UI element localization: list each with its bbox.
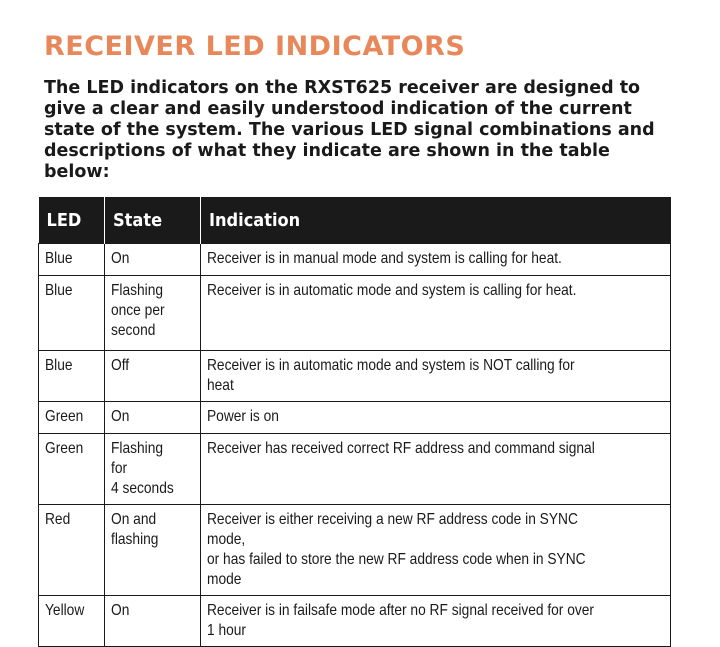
table-row [39,402,671,434]
cell-led [39,276,105,351]
cell-state-text: On [111,408,130,425]
led-indicator-table [38,197,671,647]
cell-indication [201,434,671,505]
document-page [38,30,670,647]
cell-led [39,505,105,596]
page-title: RECEIVER LED INDICATORS [44,31,466,62]
cell-indication-text: Receiver is in failsafe mode after no RF signal received for over 1 hour [207,602,594,639]
table-row [39,244,671,276]
cell-indication [201,596,671,647]
header-indication: Indication [201,197,671,244]
cell-led [39,244,105,276]
table-row [39,596,671,647]
header-led: LED [39,197,105,244]
table-row [39,351,671,402]
cell-indication-text: Power is on [207,408,279,425]
cell-indication-text: Receiver is in manual mode and system is calling for heat. [207,250,562,267]
cell-indication [201,276,671,351]
cell-led-text: Blue [45,357,73,374]
table-row [39,434,671,505]
cell-led-text: Green [45,440,84,457]
cell-state-text: Off [111,357,130,374]
cell-state-text: Flashing once per second [111,282,165,339]
cell-led-text: Red [45,511,71,528]
cell-indication-text: Receiver is either receiving a new RF address code in SYNC mode, or has failed to store the new RF address code when in SYNC mode [207,511,586,588]
cell-led [39,434,105,505]
cell-state [105,276,201,351]
cell-led-text: Blue [45,282,73,299]
cell-state [105,505,201,596]
table-header [39,197,671,244]
cell-state [105,434,201,505]
cell-state-text: On [111,250,130,267]
cell-led-text: Green [45,408,84,425]
cell-led-text: Yellow [45,602,85,619]
cell-led-text: Blue [45,250,73,267]
cell-indication-text: Receiver is in automatic mode and system is NOT calling for heat [207,357,575,394]
table-header-row [39,197,671,244]
cell-state-text: On and flashing [111,511,159,548]
cell-state-text: On [111,602,130,619]
intro-paragraph: The LED indicators on the RXST625 receiver are designed to give a clear and easily understood indication of the current state of the system. The various LED signal combinations and descriptions of what they indicate are shown in the table below: [44,78,655,182]
cell-indication [201,402,671,434]
cell-state [105,244,201,276]
table-row [39,276,671,351]
cell-led [39,351,105,402]
cell-indication-text: Receiver has received correct RF address and command signal [207,440,595,457]
table-row [39,505,671,596]
cell-indication-text: Receiver is in automatic mode and system is calling for heat. [207,282,577,299]
cell-led [39,596,105,647]
cell-indication [201,505,671,596]
cell-indication [201,244,671,276]
cell-state [105,402,201,434]
cell-led [39,402,105,434]
cell-indication [201,351,671,402]
header-state: State [105,197,201,244]
cell-state-text: Flashing for 4 seconds [111,440,174,497]
cell-state [105,596,201,647]
table-body [39,244,671,647]
cell-state [105,351,201,402]
